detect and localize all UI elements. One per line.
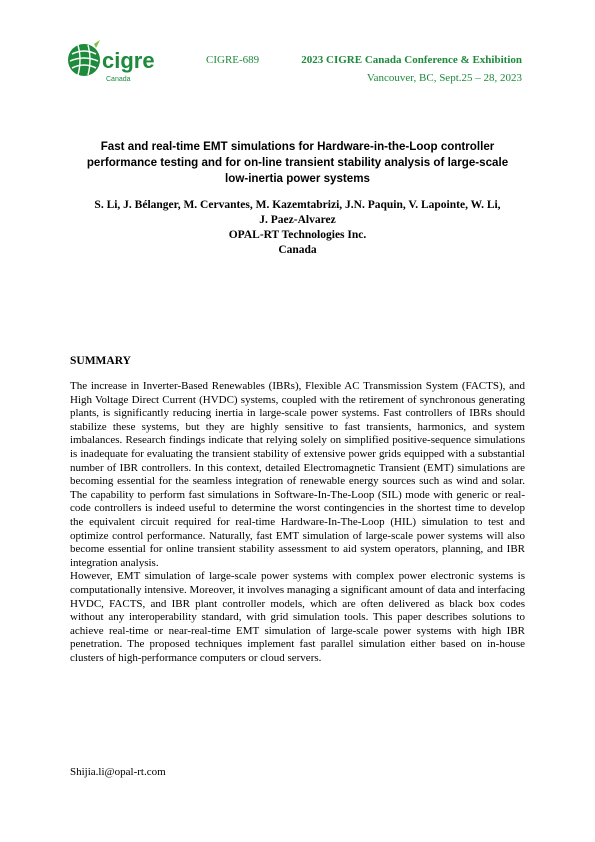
- author-line: S. Li, J. Bélanger, M. Cervantes, M. Kazemtabrizi, J.N. Paquin, V. Lapointe, W. Li,: [94, 199, 501, 211]
- summary-body: [70, 380, 525, 665]
- author-email: Shijia.li@opal-rt.com: [70, 766, 166, 778]
- summary-paragraph: The increase in Inverter-Based Renewables (IBRs), Flexible AC Transmission System (FACTS), and High Voltage Direct Current (HVDC) systems, coupled with the retirement of synchronous generating plants, is significantly reducing inertia in large-scale power systems. Fast controllers of IBRs should stabilize these systems, but they are highly sensitive to fast transients, harmonics, and system imbalances. Research findings indicate that relying solely on simplified positive-sequence simulations is inadequate for evaluating the transient stability of extensive power grids equipped with a substantial number of IBR controllers. In this context, detailed Electromagnetic Transient (EMT) simulations are becoming essential for the seamless integration of renewable energy sources such as wind and solar. The capability to perform fast simulations in Software-In-The-Loop (SIL) mode with generic or real-code controllers is indeed useful to determine the worst contingencies in the shortest time to develop the equivalent circuit required for real-time Hardware-In-The-Loop (HIL) simulation to test and optimize control performance. Naturally, fast EMT simulation of large-scale power systems will also become essential for online transient stability assessment to aid system operators, planning, and IBR integration analysis.: [70, 380, 525, 569]
- affiliation: OPAL-RT Technologies Inc.: [228, 229, 367, 241]
- country: Canada: [278, 244, 317, 256]
- conference-name: 2023 CIGRE Canada Conference & Exhibition: [301, 54, 522, 66]
- globe-icon: [68, 40, 100, 76]
- summary-heading: SUMMARY: [70, 355, 131, 367]
- conference-location-date: Vancouver, BC, Sept.25 – 28, 2023: [366, 72, 522, 84]
- author-block: [70, 198, 525, 258]
- title-line: performance testing and for on-line transient stability analysis of large-scale: [86, 156, 509, 169]
- logo-text: cigre: [102, 48, 155, 73]
- author-line: J. Paez-Alvarez: [259, 214, 336, 226]
- paper-title: [70, 139, 525, 187]
- paper-id: CIGRE-689: [206, 54, 260, 66]
- logo-sub: Canada: [106, 76, 131, 83]
- cigre-canada-logo: [66, 40, 162, 86]
- title-line: low-inertia power systems: [225, 172, 370, 185]
- summary-paragraph: However, EMT simulation of large-scale power systems with complex power electronic systems is computationally intensive. Moreover, it involves managing a significant amount of data and interfacing HVDC, FACTS, and IBR plant controller models, which are often delivered as black box codes without any interoperability standard, with grid simulation tools. This paper describes solutions to achieve real-time or near-real-time EMT simulation of large-scale power systems with high IBR penetration. The proposed techniques implement fast parallel simulation either based on in-house clusters of high-performance computers or cloud servers.: [70, 570, 525, 664]
- title-line: Fast and real-time EMT simulations for Hardware-in-the-Loop controller: [100, 140, 495, 153]
